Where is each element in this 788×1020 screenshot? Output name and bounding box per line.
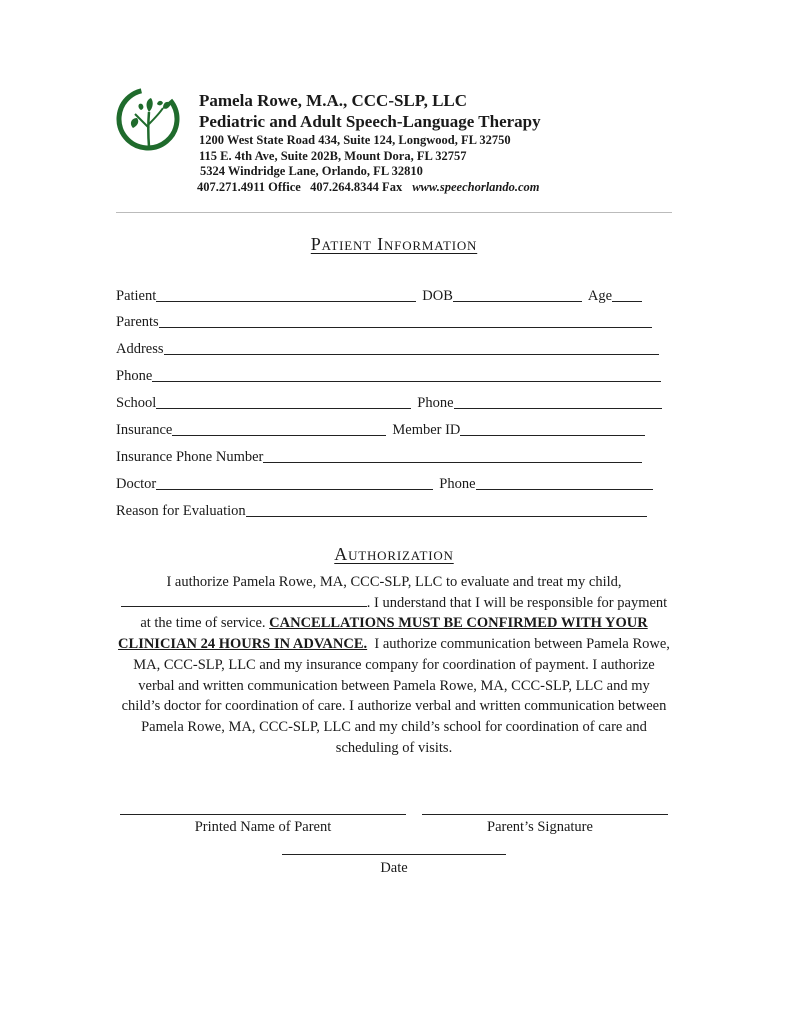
school-label: School — [116, 395, 157, 411]
authorization-part-1: I authorize Pamela Rowe, MA, CCC-SLP, LLC to evaluate and treat my child, — [166, 574, 622, 590]
patient-field[interactable] — [156, 287, 416, 302]
date-label: Date — [380, 860, 408, 876]
child-name-field[interactable] — [121, 594, 367, 607]
printed-name-line[interactable] — [120, 814, 406, 815]
address-row — [116, 338, 659, 358]
address-line-1: 1200 West State Road 434, Suite 124, Longwood, FL 32750 — [199, 133, 511, 147]
phone-fax: 407.271.4911 Office 407.264.8344 Fax — [197, 179, 403, 194]
address-label: Address — [116, 341, 164, 357]
reason-label: Reason for Evaluation — [116, 503, 246, 519]
signature-line[interactable] — [422, 814, 668, 815]
address-line-3: 5324 Windridge Lane, Orlando, FL 32810 — [200, 164, 423, 178]
insurance-row — [116, 419, 645, 439]
parents-label: Parents — [116, 314, 159, 330]
address-line-2: 115 E. 4th Ave, Suite 202B, Mount Dora, FL 32757 — [199, 148, 467, 163]
authorization-text — [118, 572, 674, 758]
dob-label: DOB — [422, 288, 453, 304]
school-field[interactable] — [156, 394, 411, 409]
parents-field[interactable] — [159, 313, 652, 328]
school-phone-label: Phone — [417, 395, 454, 411]
insurance-phone-label: Insurance Phone Number — [116, 449, 264, 465]
age-label: Age — [587, 288, 613, 304]
printed-name-label: Printed Name of Parent — [194, 819, 332, 835]
insurance-phone-row — [116, 446, 642, 466]
phone-field[interactable] — [152, 367, 661, 382]
practice-subtitle: Pediatric and Adult Speech-Language Therapy — [199, 112, 541, 131]
patient-row — [116, 285, 642, 305]
phone-row — [116, 365, 661, 385]
doctor-phone-field[interactable] — [476, 475, 653, 490]
reason-field[interactable] — [246, 502, 647, 517]
doctor-field[interactable] — [156, 475, 433, 490]
practice-name: Pamela Rowe, M.A., CCC-SLP, LLC — [199, 91, 468, 110]
member-id-field[interactable] — [460, 421, 645, 436]
phone-label: Phone — [116, 368, 153, 384]
authorization-title: Authorization — [334, 544, 454, 564]
school-row — [116, 392, 662, 412]
authorization-part-2: . I understand that I will be responsible for payment at the time of service. — [140, 594, 668, 632]
authorization-part-3: I authorize communication between Pamela Rowe, MA, CCC-SLP, LLC and my insurance company for coordination of payment. I authorize verbal and written communication between Pamela Rowe, MA, CCC-SLP, LLC and my child’s doctor for coordination of care. I authorize verbal and written communication between Pamela Rowe, MA, CCC-SLP, LLC and my child’s school for coordination of care and scheduling of visits. — [121, 636, 674, 756]
patient-label: Patient — [116, 288, 157, 304]
school-phone-field[interactable] — [454, 394, 662, 409]
insurance-label: Insurance — [116, 422, 173, 438]
letterhead — [199, 92, 541, 193]
date-line[interactable] — [282, 854, 506, 855]
practice-logo-icon — [113, 84, 183, 154]
parents-row — [116, 311, 652, 331]
doctor-row — [116, 473, 653, 493]
contact-line — [197, 181, 541, 194]
website-link[interactable]: www.speechorlando.com — [412, 179, 540, 194]
signature-label: Parent’s Signature — [487, 819, 593, 835]
doctor-phone-label: Phone — [439, 476, 476, 492]
insurance-field[interactable] — [172, 421, 386, 436]
insurance-phone-field[interactable] — [263, 448, 642, 463]
age-field[interactable] — [612, 287, 642, 302]
cancellation-notice: CANCELLATIONS MUST BE CONFIRMED WITH YOUR CLINICIAN 24 HOURS IN ADVANCE. — [118, 615, 648, 653]
header-divider — [116, 212, 672, 213]
member-id-label: Member ID — [392, 422, 461, 438]
address-field[interactable] — [164, 340, 659, 355]
reason-row — [116, 500, 647, 520]
patient-info-title: Patient Information — [310, 234, 478, 254]
dob-field[interactable] — [453, 287, 582, 302]
doctor-label: Doctor — [116, 476, 157, 492]
